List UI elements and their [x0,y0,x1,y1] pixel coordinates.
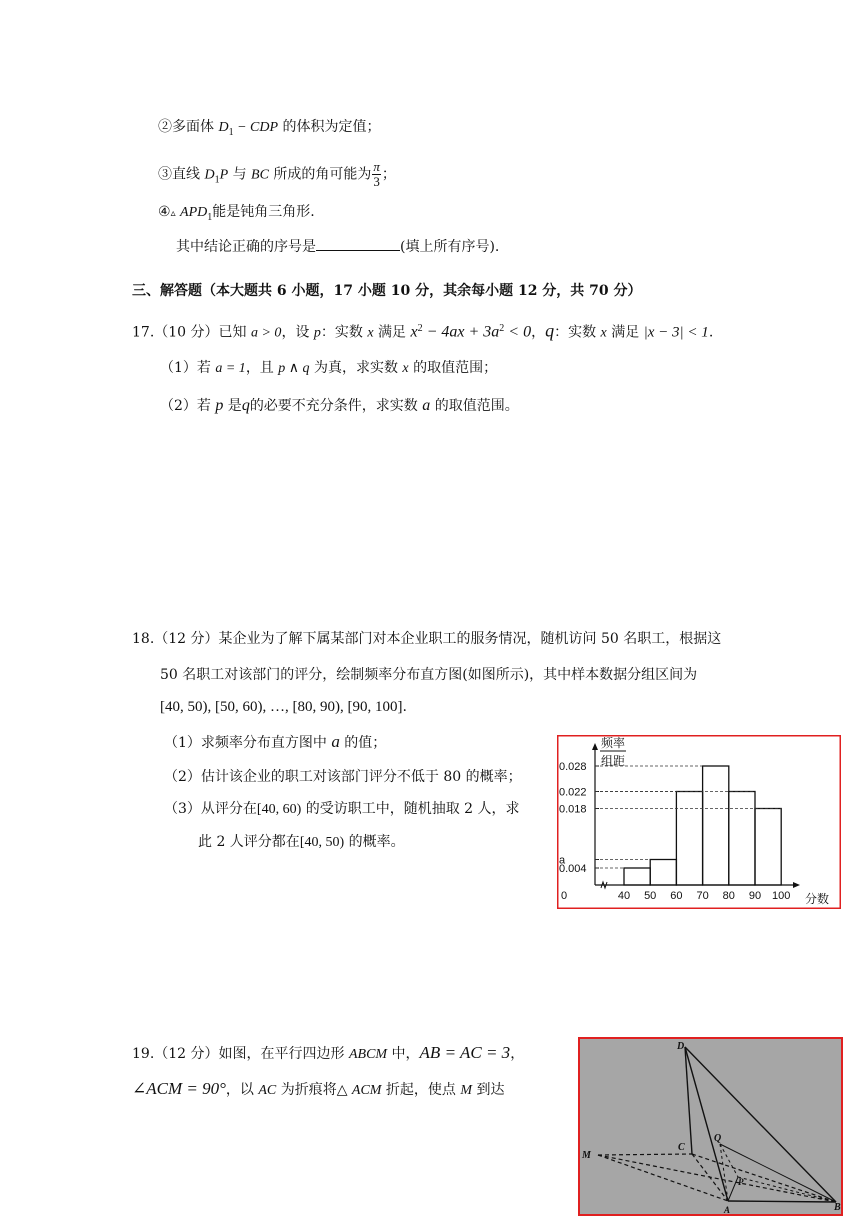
folded-solid-figure [578,1037,843,1216]
question-18-line-2: 50 名职工对该部门的评分，绘制频率分布直方图(如图所示)，其中样本数据分组区间为 [160,667,698,683]
question-18-part-3: （3）从评分在[40, 60) 的受访职工中，随机抽取 2 人，求 [164,801,520,817]
question-18-part-2: （2）估计该企业的职工对该部门评分不低于 80 的概率； [164,769,522,785]
statement-3: ③直线 $D_1P$ 与 BC 所成的角可能为 $\frac{\pi}{3}$ ； [158,159,396,189]
statement-2: ②多面体 $D_1$ − CDP 的体积为定值； [158,119,381,138]
y-tick-label: a [559,854,566,867]
label-a: A [724,1205,731,1215]
x-tick-label: 50 [644,890,657,902]
origin-label: 0 [561,890,568,902]
question-19-line-1: 19.（12 分）如图，在平行四边形 ABCM 中，AB = AC = 3， [132,1043,525,1062]
question-18-line-3: [40, 50), [50, 60), …, [80, 90), [90, 100]. [160,699,407,715]
x-tick-label: 80 [722,890,735,902]
y-tick-label: 0.022 [559,786,587,799]
question-18-line-1: 18.（12 分）某企业为了解下属某部门对本企业职工的服务情况，随机访问 50 名职工，根据这 [132,631,722,647]
label-b: B [834,1202,841,1213]
x-tick-label: 90 [748,890,762,902]
label-p: P [738,1177,744,1187]
answer-prompt: 其中结论正确的序号是 (填上所有序号). [176,236,499,257]
x-tick-label: 60 [670,890,683,902]
answer-blank[interactable] [316,236,400,251]
question-18-part-1: （1）求频率分布直方图中 a 的值； [164,732,387,751]
question-17: 17.（10 分）已知 a > 0，设 p：实数 x 满足 $x^2 - 4ax + 3a^2 < 0$，q：实数 x 满足 |x − 3| < 1. [132,320,714,341]
question-19-line-2: ∠ACM = 90°，以 AC 为折痕将△ ACM 折起，使点 M 到达 [132,1079,505,1098]
frequency-histogram [557,735,841,909]
pi-over-3-fraction: $\frac{\pi}{3}$ [373,159,380,189]
y-tick-label: 0.028 [559,761,587,773]
figure-background [579,1038,842,1215]
x-tick-label: 40 [617,890,631,902]
y-axis-label-bottom: 组距 [601,754,626,768]
y-tick-label: 0.004 [559,863,587,875]
question-18-part-3-cont: 此 2 人评分都在[40, 50) 的概率。 [198,834,405,850]
edge-a-b [728,1201,836,1202]
statement-4: ④▵ $APD_1$能是钝角三角形. [158,204,315,223]
question-17-part-1: （1）若 a = 1，且 p ∧ q 为真，求实数 x 的取值范围； [160,360,498,376]
y-axis-label-top: 频率 [601,736,626,750]
label-m: M [582,1150,591,1161]
label-q: Q [714,1133,722,1144]
x-axis-label: 分数 [805,892,830,906]
label-c: C [678,1142,685,1153]
section-3-heading: 三、解答题（本大题共 6 小题，17 小题 10 分，其余每小题 12 分，共 70 分） [132,283,642,299]
label-d: D [677,1041,685,1052]
y-tick-label: 0.018 [559,803,587,816]
question-17-part-2: （2）若 p 是q的必要不充分条件，求实数 a 的取值范围。 [160,397,519,414]
x-tick-label: 100 [772,890,791,902]
x-tick-label: 70 [696,890,709,902]
